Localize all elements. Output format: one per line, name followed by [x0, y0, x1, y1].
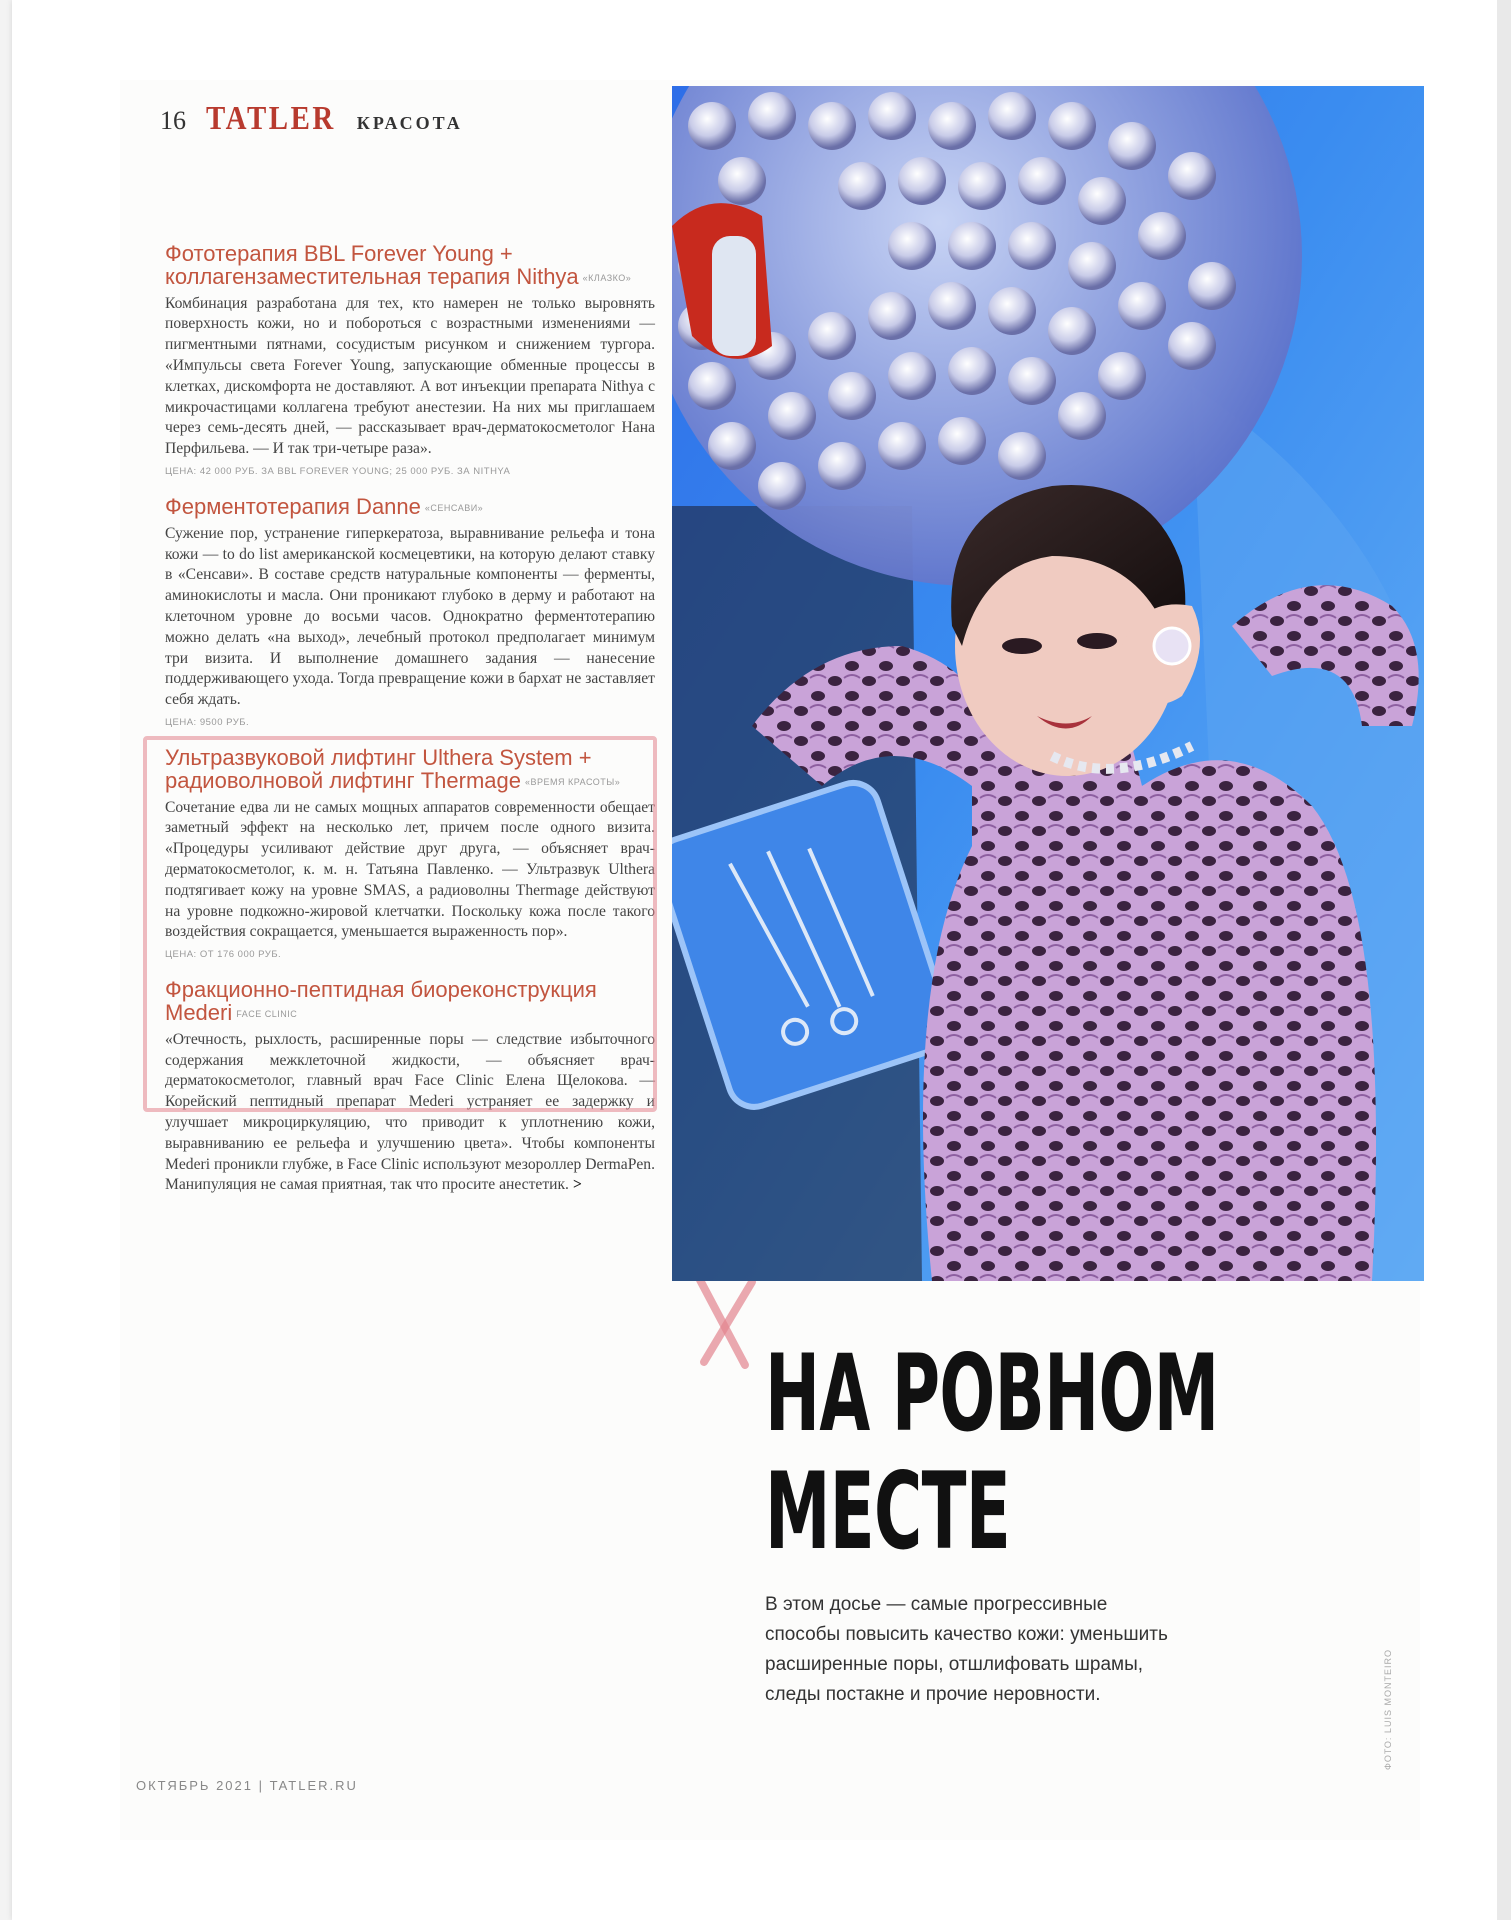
article-ulthera	[165, 746, 655, 960]
article-bbl	[165, 242, 655, 477]
article-venue: «ВРЕМЯ КРАСОТЫ»	[525, 776, 621, 787]
page-header	[160, 100, 463, 140]
brand-logo: TATLER	[206, 100, 336, 137]
photo-credit: ФОТО: LUIS MONTEIRO	[1383, 1649, 1393, 1770]
article-venue: FACE CLINIC	[236, 1008, 298, 1019]
article-venue: «КЛАЗКО»	[582, 272, 632, 283]
article-danne	[165, 495, 655, 728]
article-mederi	[165, 978, 655, 1196]
headline-line-2: МЕСТЕ	[765, 1450, 1011, 1573]
article-title: Ферментотерапия Danne «СЕНСАВИ»	[165, 494, 484, 520]
lede-text: В этом досье — самые прогрессивные способы повысить качество кожи: уменьшить расширенные поры, отшлифовать шрамы, следы постакне и прочие неровности.	[765, 1594, 1168, 1705]
article-title: Фототерапия BBL Forever Young + коллагензаместительная терапия Nithya «КЛАЗКО»	[165, 241, 632, 289]
article-body: Сочетание едва ли не самых мощных аппаратов современности обещает заметный эффект на несколько лет, причем после одного визита. «Процедуры усиливают действие друг друга, — объясняет врач-дерматокосметолог, к. м. н. Татьяна Павленко. — Ультразвук Ulthera подтягивает кожу на уровне SMAS, а радиоволны Thermage действуют на уровне подкожно-жировой клетчатки. Поскольку кожа после такого воздействия сокращается, уменьшается выраженность пор».	[165, 798, 655, 941]
article-body: Комбинация разработана для тех, кто намерен не только выровнять поверхность кожи, но и побороться с возрастными изменениями — пигментными пятнами, сосудистым рисунком и снижением тургора. «Импульсы света Forever Young, запускающие обменные процессы в клетках, дискомфорта не доставляют. А вот инъекции препарата Nithya с микрочастицами коллагена требуют анестезии. На них мы приглашаем через семь-десять дней, — рассказывает врач-дерматокосметолог Нана Перфильева. — И так три-четыре раза».	[165, 294, 655, 458]
headline	[765, 1332, 1219, 1573]
page-footer: ОКТЯБРЬ 2021 | TATLER.RU	[136, 1778, 358, 1793]
article-price: ЦЕНА: ОТ 176 000 РУБ.	[165, 949, 282, 961]
text-column	[165, 242, 655, 1214]
headline-line-1: НА РОВНОМ	[765, 1332, 1219, 1455]
editorial-photo	[672, 86, 1424, 1281]
section-label: КРАСОТА	[356, 113, 463, 133]
page-edge	[1497, 0, 1511, 1920]
article-body: Сужение пор, устранение гиперкератоза, выравнивание рельефа и тона кожи — to do list американской космецевтики, на которую делают ставку в «Сенсави». В составе средств натуральные компоненты — ферменты, аминокислоты и масла. Они проникают глубоко в дерму и работают на клеточном уровне до восьми часов. Однократно ферментотерапию можно делать «на выход», лечебный протокол предполагает минимум три визита. И выполнение домашнего задания — нанесение поддерживающего ухода. Тогда превращение кожи в бархат не заставляет себя ждать.	[165, 524, 655, 709]
page-number: 16	[160, 106, 186, 135]
article-venue: «СЕНСАВИ»	[424, 502, 484, 513]
article-body: «Отечность, рыхлость, расширенные поры — следствие избыточного содержания межклеточной жидкости, — объясняет врач-дерматокосметолог, главный врач Face Clinic Елена Щелокова. — Корейский пептидный препарат Mederi устраняет ее задержку и улучшает микроциркуляцию, что приводит к уплотнению кожи, выравниванию ее рельефа и улучшению цвета». Чтобы компоненты Mederi проникли глубже, в Face Clinic используют мезороллер DermaPen. Манипуляция не самая приятная, так что просите анестетик. >	[165, 1030, 655, 1194]
article-title: Ультразвуковой лифтинг Ulthera System + радиоволновой лифтинг Thermage «ВРЕМЯ КРАСОТЫ»	[165, 744, 621, 793]
article-price: ЦЕНА: 9500 РУБ.	[165, 716, 250, 728]
continue-arrow-icon: >	[572, 1176, 582, 1194]
article-title: Фракционно-пептидная биореконструкция Mederi FACE CLINIC	[165, 977, 597, 1026]
photo-illustration	[672, 86, 1424, 1281]
article-price: ЦЕНА: 42 000 РУБ. ЗА BBL FOREVER YOUNG; 25 000 РУБ. ЗА NITHYA	[165, 466, 511, 478]
